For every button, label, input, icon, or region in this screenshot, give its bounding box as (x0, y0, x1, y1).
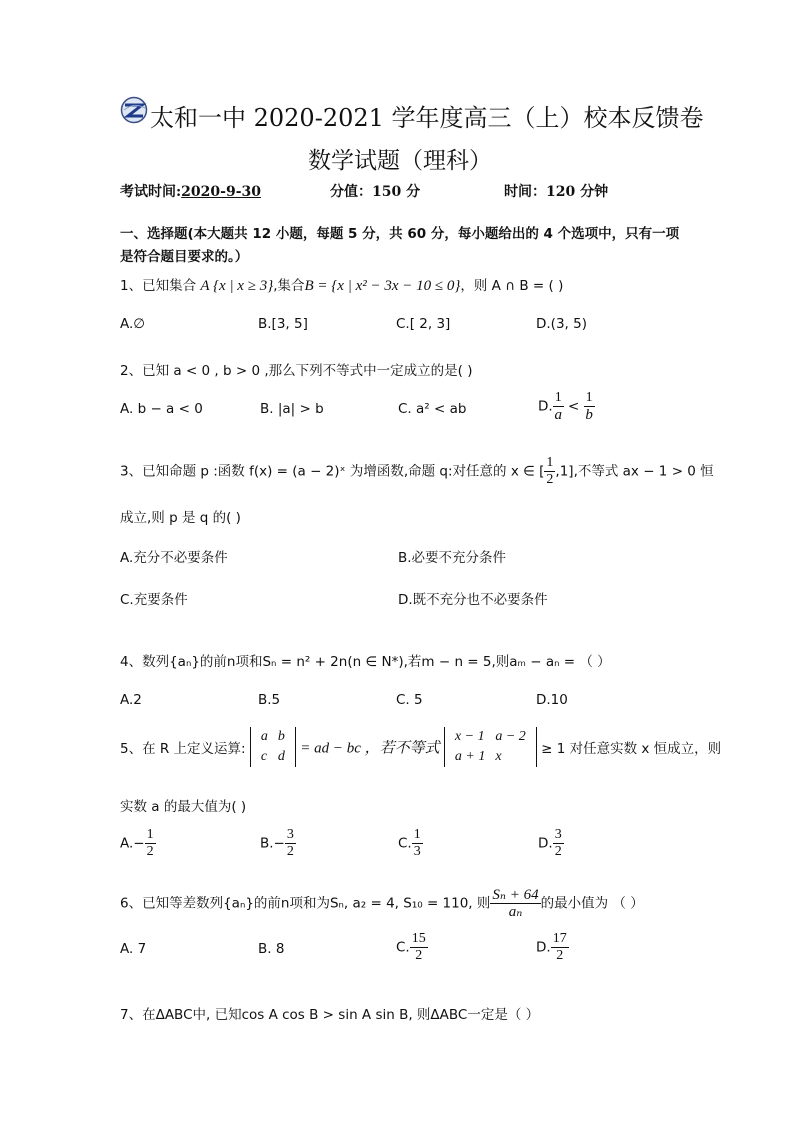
fraction: $\frac{1}{a}$ (554, 390, 562, 423)
question-5-line2: 实数 a 的最大值为( ) (120, 799, 247, 815)
q2-option-c: C. a² < ab (398, 401, 467, 417)
q3-option-c: C.充要条件 (120, 592, 188, 608)
q6-option-d: D. $\frac{17}{2}$ (536, 931, 567, 963)
q1-option-a: A.∅ (120, 316, 146, 332)
q5-option-a: A.− $\frac{1}{2}$ (120, 827, 154, 859)
fraction: $\frac{1}{3}$ (413, 827, 421, 859)
fraction: $\frac{\text{Sₙ + 64}}{\text{aₙ}}$ (492, 887, 539, 920)
question-1: 1、已知集合 A {x | x ≥ 3},集合B = {x | x² − 3x − 10 ≤ 0}，则 A ∩ B = ( ) (120, 278, 564, 294)
q2-option-b: B. |a| > b (260, 401, 324, 417)
q1-option-c: C.[ 2, 3] (396, 316, 451, 332)
exam-subtitle: 数学试题（理科） (308, 148, 492, 174)
q5-option-d: D. $\frac{3}{2}$ (538, 827, 562, 859)
q4-option-d: D.10 (536, 692, 568, 708)
section-heading-line1: 一、选择题(本大题共 12 小题，每题 5 分，共 60 分，每小题给出的 4 个选项中，只有一项 (120, 226, 680, 242)
fraction: $\frac{15}{2}$ (411, 931, 426, 963)
fraction: $\frac{1}{2}$ (146, 827, 154, 859)
determinant-inequality: x − 1 a − 2 a + 1 x (444, 727, 537, 767)
question-3-line1: 3、已知命题 p :函数 f(x) = (a − 2)ˣ 为增函数,命题 q:对任意的 x ∈ [ $\frac{1}{2}$ ,1],不等式 ax − 1 > 0 恒 (120, 455, 714, 487)
set-a: A {x | x ≥ 3} (200, 278, 274, 294)
q5-option-c: C. $\frac{1}{3}$ (398, 827, 421, 859)
q3-option-b: B.必要不充分条件 (398, 550, 507, 566)
q3-option-d: D.既不充分也不必要条件 (398, 592, 548, 608)
question-2: 2、已知 a < 0 , b > 0 ,那么下列不等式中一定成立的是( ) (120, 363, 473, 379)
q6-option-c: C. $\frac{15}{2}$ (396, 931, 426, 963)
q6-option-a: A. 7 (120, 941, 147, 957)
school-logo (120, 96, 148, 124)
q2-option-d: D. $\frac{1}{a}$ < $\frac{1}{b}$ (538, 390, 593, 423)
fraction: $\frac{17}{2}$ (552, 931, 567, 963)
question-7: 7、在ΔABC中, 已知cos A cos B > sin A sin B, 则ΔABC一定是（ ） (120, 1007, 540, 1023)
set-b: B = {x | x² − 3x − 10 ≤ 0} (304, 278, 461, 294)
determinant-definition: a b c d (250, 727, 296, 767)
fraction: $\frac{3}{2}$ (554, 827, 562, 859)
q4-option-a: A.2 (120, 692, 142, 708)
question-3-line2: 成立,则 p 是 q 的( ) (120, 510, 241, 526)
exam-score: 分值：150 分 (330, 184, 421, 200)
q1-option-d: D.(3, 5) (536, 316, 587, 332)
question-5-line1: 5、在 R 上定义运算: a b c d = ad − bc ，若不等式 x − 1 a − 2 a + 1 x ≥ 1 对任意实数 x 恒成立，则 (120, 727, 721, 767)
q6-option-b: B. 8 (258, 941, 285, 957)
fraction: $\frac{1}{b}$ (585, 390, 593, 423)
section-heading-line2: 是符合题目要求的。） (120, 249, 249, 265)
q1-option-b: B.[3, 5] (258, 316, 308, 332)
q2-option-a: A. b − a < 0 (120, 401, 203, 417)
exam-info-time-label: 考试时间:2020-9-30 (120, 184, 261, 200)
question-6: 6、已知等差数列{aₙ}的前n项和为Sₙ, a₂ = 4, S₁₀ = 110, 则 $\frac{\text{Sₙ + 64}}{\text{aₙ}}$ 的最小值为 （ ） (120, 887, 644, 920)
fraction: $\frac{3}{2}$ (286, 827, 294, 859)
exam-duration: 时间：120 分钟 (504, 184, 609, 200)
q5-option-b: B.− $\frac{3}{2}$ (260, 827, 294, 859)
fraction: $\frac{1}{2}$ (546, 455, 554, 487)
q4-option-c: C. 5 (396, 692, 423, 708)
q4-option-b: B.5 (258, 692, 281, 708)
exam-date: 2020-9-30 (181, 184, 261, 200)
q3-option-a: A.充分不必要条件 (120, 550, 228, 566)
exam-title: 太和一中 2020-2021 学年度高三（上）校本反馈卷 (150, 104, 704, 132)
question-4: 4、数列{aₙ}的前n项和Sₙ = n² + 2n(n ∈ N*),若m − n = 5,则aₘ − aₙ = （ ） (120, 654, 611, 670)
